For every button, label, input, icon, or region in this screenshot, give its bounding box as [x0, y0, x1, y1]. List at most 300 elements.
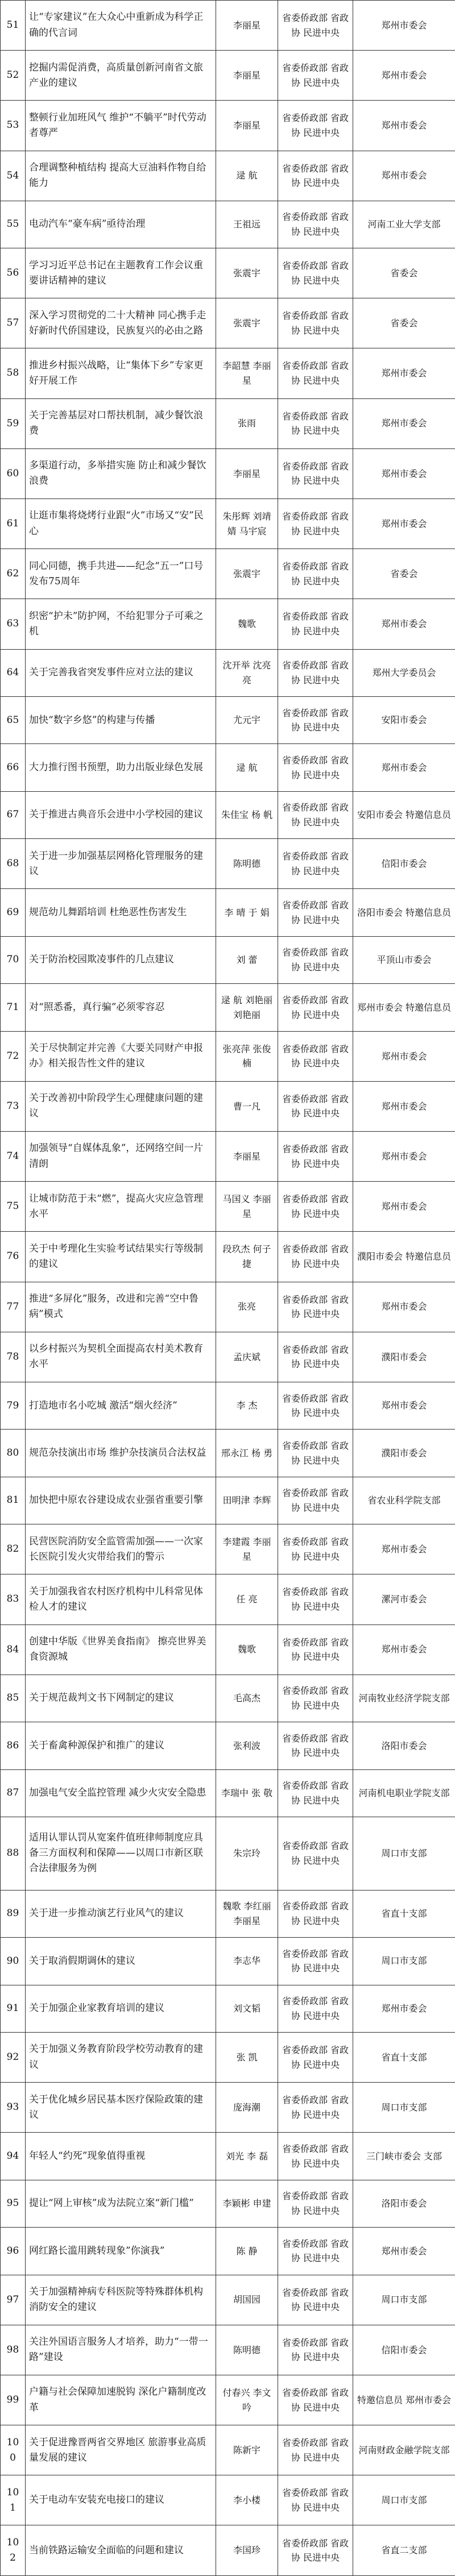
organizer: 郑州市委会: [353, 498, 455, 549]
proposer: 王祖远: [216, 201, 278, 248]
co-organizers: 省委侨政部 省政协 民进中央: [278, 1938, 353, 1985]
organizer: 省直十支部: [353, 2032, 455, 2082]
row-number: 98: [1, 2325, 26, 2375]
proposer: 李建霞 李丽星: [216, 1524, 278, 1574]
row-number: 59: [1, 398, 26, 448]
proposer: 张雨: [216, 398, 278, 448]
table-row: [1, 201, 455, 248]
row-number: 101: [1, 2475, 26, 2525]
row-number: 99: [1, 2375, 26, 2425]
table-row: [1, 2525, 455, 2576]
co-organizers: 省委侨政部 省政协 民进中央: [278, 2083, 353, 2133]
co-organizers: 省委侨政部 省政协 民进中央: [278, 1232, 353, 1282]
organizer: 濮阳市委会 特邀信息员: [353, 1232, 455, 1282]
proposer: 魏歌 李红丽 李丽星: [216, 1890, 278, 1937]
organizer: 周口市支部: [353, 2083, 455, 2133]
proposal-title: 年轻人“约死”现象值得重视: [26, 2133, 216, 2180]
row-number: 57: [1, 298, 26, 348]
proposer: 付春兴 李文吟: [216, 2375, 278, 2425]
organizer: 郑州市委会: [353, 1, 455, 51]
proposer: 毛高杰: [216, 1675, 278, 1722]
row-number: 100: [1, 2425, 26, 2475]
row-number: 61: [1, 498, 26, 549]
proposer: 李韶慧 李丽星: [216, 348, 278, 398]
co-organizers: 省委侨政部 省政协 民进中央: [278, 839, 353, 889]
row-number: 86: [1, 1722, 26, 1769]
co-organizers: 省委侨政部 省政协 民进中央: [278, 498, 353, 549]
table-row: [1, 984, 455, 1031]
proposal-title: 规范杂技演出市场 维护杂技演员合法权益: [26, 1430, 216, 1477]
organizer: 省委会: [353, 248, 455, 298]
proposal-title: 让逛市集将烧烤行业跟“火”市场又“安”民心: [26, 498, 216, 549]
proposal-title: 户籍与社会保障加速脱钩 深化户籍制度改革: [26, 2375, 216, 2425]
proposal-title: 加快“数字乡悠”的构建与传播: [26, 696, 216, 743]
proposal-title: 让“专家建议”在大众心中重新成为科学正确的代言词: [26, 1, 216, 51]
proposal-title: 关于取消假期调休的建议: [26, 1938, 216, 1985]
table-row: [1, 696, 455, 743]
proposal-title: 加强电气安全监控管理 减少火灾安全隐患: [26, 1769, 216, 1817]
organizer: 郑州市委会: [353, 1624, 455, 1675]
co-organizers: 省委侨政部 省政协 民进中央: [278, 1382, 353, 1429]
row-number: 80: [1, 1430, 26, 1477]
proposer: 任 亮: [216, 1574, 278, 1624]
proposer: 李 晴 于 娟: [216, 889, 278, 936]
row-number: 95: [1, 2180, 26, 2227]
organizer: 郑州市委会: [353, 1524, 455, 1574]
organizer: 郑州市委会: [353, 348, 455, 398]
proposer: 李小楼: [216, 2475, 278, 2525]
row-number: 84: [1, 1624, 26, 1675]
co-organizers: 省委侨政部 省政协 民进中央: [278, 1, 353, 51]
proposer: 张利波: [216, 1722, 278, 1769]
proposer: 张亮萍 张俊楠: [216, 1031, 278, 1081]
co-organizers: 省委侨政部 省政协 民进中央: [278, 248, 353, 298]
organizer: 省直二支部: [353, 2525, 455, 2576]
proposal-title: 加快把中原农谷建设成农业强省重要引擎: [26, 1477, 216, 1524]
proposer: 陈明德: [216, 839, 278, 889]
proposal-title: 关于推进古典音乐会进中小学校园的建议: [26, 791, 216, 838]
proposer: 尤元宇: [216, 696, 278, 743]
co-organizers: 省委侨政部 省政协 民进中央: [278, 51, 353, 101]
proposer: 张亮: [216, 1282, 278, 1332]
table-row: [1, 1132, 455, 1182]
proposal-title: 加强领导“自媒体乱象”，还网络空间一片清朗: [26, 1132, 216, 1182]
table-row: [1, 2083, 455, 2133]
proposal-title: 关于加强精神病专科医院等特殊群体机构消防安全的建议: [26, 2275, 216, 2325]
proposal-title: 当前铁路运输安全面临的问题和建议: [26, 2525, 216, 2576]
proposal-title: 挖掘内需促消费，高质量创新河南省文旅产业的建议: [26, 51, 216, 101]
co-organizers: 省委侨政部 省政协 民进中央: [278, 599, 353, 649]
row-number: 91: [1, 1985, 26, 2032]
organizer: 信阳市委会: [353, 2325, 455, 2375]
proposer: 李丽星: [216, 1, 278, 51]
proposer: 逯 航: [216, 744, 278, 791]
co-organizers: 省委侨政部 省政协 民进中央: [278, 1675, 353, 1722]
co-organizers: 省委侨政部 省政协 民进中央: [278, 936, 353, 983]
table-row: [1, 1524, 455, 1574]
proposal-title: 适用认罪认罚从宽案件值班律师制度应具备三方面权利和保障——以周口市新区联合法律服务为例: [26, 1817, 216, 1891]
row-number: 67: [1, 791, 26, 838]
organizer: 平顶山市委会: [353, 936, 455, 983]
proposal-title: 网红路长滥用跳转现象”你演我”: [26, 2228, 216, 2275]
organizer: 郑州市委会: [353, 151, 455, 201]
organizer: 特邀信息员 郑州市委会: [353, 2375, 455, 2425]
co-organizers: 省委侨政部 省政协 民进中央: [278, 791, 353, 838]
proposal-title: 关于促进豫晋两省交界地区 旅游事业高质量发展的建议: [26, 2425, 216, 2475]
row-number: 94: [1, 2133, 26, 2180]
proposal-title: 多渠道行动，多举措实施 防止和减少餐饮浪费: [26, 448, 216, 498]
table-row: [1, 549, 455, 599]
row-number: 88: [1, 1817, 26, 1891]
row-number: 74: [1, 1132, 26, 1182]
co-organizers: 省委侨政部 省政协 民进中央: [278, 1182, 353, 1232]
organizer: 郑州市委会: [353, 101, 455, 151]
table-row: [1, 936, 455, 983]
co-organizers: 省委侨政部 省政协 民进中央: [278, 1477, 353, 1524]
proposer: 魏歌: [216, 599, 278, 649]
table-row: [1, 2032, 455, 2082]
row-number: 90: [1, 1938, 26, 1985]
organizer: 周口市支部: [353, 2475, 455, 2525]
row-number: 77: [1, 1282, 26, 1332]
row-number: 78: [1, 1332, 26, 1382]
row-number: 81: [1, 1477, 26, 1524]
table-row: [1, 1938, 455, 1985]
proposal-title: 民营医院消防安全监管需加强——一次家长医院引发火灾带给我们的警示: [26, 1524, 216, 1574]
co-organizers: 省委侨政部 省政协 民进中央: [278, 1282, 353, 1332]
organizer: 郑州市委会: [353, 1132, 455, 1182]
table-row: [1, 151, 455, 201]
proposer: 朱彤辉 刘靖婧 马宇宸: [216, 498, 278, 549]
table-row: [1, 791, 455, 838]
table-row: [1, 2375, 455, 2425]
proposal-title: 关于加强企业家教育培训的建议: [26, 1985, 216, 2032]
row-number: 75: [1, 1182, 26, 1232]
table-row: [1, 1, 455, 51]
co-organizers: 省委侨政部 省政协 民进中央: [278, 1132, 353, 1182]
organizer: 省直十支部: [353, 1890, 455, 1937]
co-organizers: 省委侨政部 省政协 民进中央: [278, 1722, 353, 1769]
proposer: 逯 航: [216, 151, 278, 201]
row-number: 83: [1, 1574, 26, 1624]
co-organizers: 省委侨政部 省政协 民进中央: [278, 696, 353, 743]
co-organizers: 省委侨政部 省政协 民进中央: [278, 101, 353, 151]
proposer: 朱佳宝 杨 帆: [216, 791, 278, 838]
co-organizers: 省委侨政部 省政协 民进中央: [278, 2525, 353, 2576]
organizer: 省农业科学院支部: [353, 1477, 455, 1524]
organizer: 郑州市委会: [353, 1282, 455, 1332]
table-row: [1, 2275, 455, 2325]
row-number: 71: [1, 984, 26, 1031]
table-row: [1, 1332, 455, 1382]
proposer: 李丽星: [216, 101, 278, 151]
organizer: 郑州市委会: [353, 744, 455, 791]
proposer: 逯 航 刘艳丽 刘艳丽: [216, 984, 278, 1031]
row-number: 73: [1, 1081, 26, 1131]
table-row: [1, 348, 455, 398]
row-number: 56: [1, 248, 26, 298]
proposer: 陈 静: [216, 2228, 278, 2275]
co-organizers: 省委侨政部 省政协 民进中央: [278, 1430, 353, 1477]
proposal-title: 合理调整种植结构 提高大豆油料作物自给能力: [26, 151, 216, 201]
co-organizers: 省委侨政部 省政协 民进中央: [278, 1769, 353, 1817]
proposal-title: 推进乡村振兴战略，让“集体下乡”专家更好开展工作: [26, 348, 216, 398]
proposal-title: 关于规范裁判文书下网制定的建议: [26, 1675, 216, 1722]
table-row: [1, 744, 455, 791]
row-number: 54: [1, 151, 26, 201]
table-row: [1, 1382, 455, 1429]
table-row: [1, 1624, 455, 1675]
proposer: 庞海潮: [216, 2083, 278, 2133]
organizer: 洛阳市委会: [353, 1722, 455, 1769]
co-organizers: 省委侨政部 省政协 民进中央: [278, 2180, 353, 2227]
co-organizers: 省委侨政部 省政协 民进中央: [278, 649, 353, 696]
table-row: [1, 1675, 455, 1722]
proposer: 张震宇: [216, 298, 278, 348]
proposer: 朱宗玲: [216, 1817, 278, 1891]
proposal-title: 关于畜禽种源保护和推广的建议: [26, 1722, 216, 1769]
co-organizers: 省委侨政部 省政协 民进中央: [278, 2275, 353, 2325]
table-row: [1, 889, 455, 936]
row-number: 64: [1, 649, 26, 696]
organizer: 周口市支部: [353, 1817, 455, 1891]
co-organizers: 省委侨政部 省政协 民进中央: [278, 2228, 353, 2275]
co-organizers: 省委侨政部 省政协 民进中央: [278, 549, 353, 599]
table-row: [1, 1182, 455, 1232]
co-organizers: 省委侨政部 省政协 民进中央: [278, 151, 353, 201]
organizer: 郑州市委会: [353, 1031, 455, 1081]
row-number: 82: [1, 1524, 26, 1574]
row-number: 85: [1, 1675, 26, 1722]
proposal-title: 关于进一步加强基层网格化管理服务的建议: [26, 839, 216, 889]
proposer: 刘 蕾: [216, 936, 278, 983]
row-number: 87: [1, 1769, 26, 1817]
proposal-title: 大力推行图书预塑，助力出版业绿色发展: [26, 744, 216, 791]
proposer: 李丽星: [216, 1132, 278, 1182]
proposal-title: 学习习近平总书记在主题教育工作会议重要讲话精神的建议: [26, 248, 216, 298]
organizer: 周口市支部: [353, 1938, 455, 1985]
co-organizers: 省委侨政部 省政协 民进中央: [278, 448, 353, 498]
proposal-title: 关于加强我省农村医疗机构中儿科常见体检人才的建议: [26, 1574, 216, 1624]
organizer: 郑州市委会: [353, 51, 455, 101]
organizer: 郑州大学委员会: [353, 649, 455, 696]
row-number: 63: [1, 599, 26, 649]
proposal-title: 关于电动车安装充电接口的建议: [26, 2475, 216, 2525]
table-row: [1, 248, 455, 298]
proposal-title: 以乡村振兴为契机全面提高农村美术教育水平: [26, 1332, 216, 1382]
proposer: 李国珍: [216, 2525, 278, 2576]
co-organizers: 省委侨政部 省政协 民进中央: [278, 1081, 353, 1131]
proposal-title: 深入学习贯彻党的二十大精神 同心携手走好新时代侨国建设，民族复兴的必由之路: [26, 298, 216, 348]
co-organizers: 省委侨政部 省政协 民进中央: [278, 298, 353, 348]
co-organizers: 省委侨政部 省政协 民进中央: [278, 2425, 353, 2475]
table-row: [1, 298, 455, 348]
proposer: 李志华: [216, 1938, 278, 1985]
row-number: 62: [1, 549, 26, 599]
proposer: 马国义 李丽星: [216, 1182, 278, 1232]
row-number: 76: [1, 1232, 26, 1282]
proposal-title: 关于进一步推动演艺行业风气的建议: [26, 1890, 216, 1937]
co-organizers: 省委侨政部 省政协 民进中央: [278, 1332, 353, 1382]
co-organizers: 省委侨政部 省政协 民进中央: [278, 1624, 353, 1675]
row-number: 53: [1, 101, 26, 151]
proposal-title: 同心同德，携手共进——纪念“五一”口号发布75周年: [26, 549, 216, 599]
proposer: 田明津 李辉: [216, 1477, 278, 1524]
proposer: 李丽星: [216, 448, 278, 498]
organizer: 漯河市委会: [353, 1574, 455, 1624]
co-organizers: 省委侨政部 省政协 民进中央: [278, 984, 353, 1031]
proposer: 陈新宇: [216, 2425, 278, 2475]
organizer: 郑州市委会: [353, 1382, 455, 1429]
co-organizers: 省委侨政部 省政协 民进中央: [278, 2375, 353, 2425]
table-row: [1, 2133, 455, 2180]
co-organizers: 省委侨政部 省政协 民进中央: [278, 2325, 353, 2375]
table-row: [1, 2425, 455, 2475]
co-organizers: 省委侨政部 省政协 民进中央: [278, 398, 353, 448]
proposer: 李 杰: [216, 1382, 278, 1429]
proposer: 刘文韬: [216, 1985, 278, 2032]
co-organizers: 省委侨政部 省政协 民进中央: [278, 1524, 353, 1574]
organizer: 河南机电职业学院支部: [353, 1769, 455, 1817]
co-organizers: 省委侨政部 省政协 民进中央: [278, 889, 353, 936]
proposal-title: 关于完善我省突发事件应对立法的建议: [26, 649, 216, 696]
organizer: 三门峡市委会 支部: [353, 2133, 455, 2180]
table-row: [1, 398, 455, 448]
table-row: [1, 599, 455, 649]
co-organizers: 省委侨政部 省政协 民进中央: [278, 2133, 353, 2180]
organizer: 郑州市委会 特邀信息员: [353, 984, 455, 1031]
proposal-title: 规范幼儿舞蹈培训 杜绝恶性伤害发生: [26, 889, 216, 936]
table-row: [1, 1985, 455, 2032]
proposal-title: 关于中考理化生实验考试结果实行等级制的建议: [26, 1232, 216, 1282]
table-row: [1, 1477, 455, 1524]
row-number: 70: [1, 936, 26, 983]
row-number: 60: [1, 448, 26, 498]
organizer: 信阳市委会: [353, 839, 455, 889]
proposer: 胡国园: [216, 2275, 278, 2325]
proposal-title: 关于改善初中阶段学生心理健康问题的建议: [26, 1081, 216, 1131]
row-number: 89: [1, 1890, 26, 1937]
proposer: 魏歌: [216, 1624, 278, 1675]
table-row: [1, 2228, 455, 2275]
proposal-title: 推进“多屏化”服务，改进和完善“空中鲁病”模式: [26, 1282, 216, 1332]
row-number: 102: [1, 2525, 26, 2576]
table-row: [1, 448, 455, 498]
co-organizers: 省委侨政部 省政协 民进中央: [278, 2032, 353, 2082]
co-organizers: 省委侨政部 省政协 民进中央: [278, 1574, 353, 1624]
organizer: 洛阳市委会: [353, 2180, 455, 2227]
organizer: 河南牧业经济学院支部: [353, 1675, 455, 1722]
row-number: 96: [1, 2228, 26, 2275]
row-number: 52: [1, 51, 26, 101]
proposal-title: 织密“护未”防护网，不给犯罪分子可乘之机: [26, 599, 216, 649]
row-number: 68: [1, 839, 26, 889]
organizer: 濮阳市委会: [353, 1332, 455, 1382]
organizer: 郑州市委会: [353, 1182, 455, 1232]
table-row: [1, 1232, 455, 1282]
row-number: 93: [1, 2083, 26, 2133]
proposer: 孟庆斌: [216, 1332, 278, 1382]
organizer: 省委会: [353, 298, 455, 348]
proposer: 李颖彬 申建: [216, 2180, 278, 2227]
proposal-title: 关于完善基层对口帮扶机制，减少餐饮浪费: [26, 398, 216, 448]
row-number: 97: [1, 2275, 26, 2325]
proposer: 段玖杰 何子捷: [216, 1232, 278, 1282]
proposal-title: 创建中华版《世界美食指南》 擦亮世界美食资源城: [26, 1624, 216, 1675]
table-row: [1, 1574, 455, 1624]
row-number: 92: [1, 2032, 26, 2082]
proposal-title: 整顿行业加班风气 维护“不躺平”时代劳动者尊严: [26, 101, 216, 151]
table-row: [1, 101, 455, 151]
proposal-title: 提让“网上审核”成为法院立案“新门槛”: [26, 2180, 216, 2227]
proposer: 张震宇: [216, 248, 278, 298]
table-row: [1, 1722, 455, 1769]
proposer: 李瑞中 张 敬: [216, 1769, 278, 1817]
proposal-title: 关于优化城乡居民基本医疗保险政策的建议: [26, 2083, 216, 2133]
organizer: 郑州市委会: [353, 1081, 455, 1131]
organizer: 周口市支部: [353, 2275, 455, 2325]
row-number: 51: [1, 1, 26, 51]
table-row: [1, 498, 455, 549]
co-organizers: 省委侨政部 省政协 民进中央: [278, 1031, 353, 1081]
organizer: 河南财政金融学院支部: [353, 2425, 455, 2475]
proposal-title: 关注外国语言服务人才培养，助力“一带一路”建设: [26, 2325, 216, 2375]
proposal-title: 让城市防范于未“燃”，提高火灾应急管理水平: [26, 1182, 216, 1232]
table-row: [1, 1282, 455, 1332]
row-number: 65: [1, 696, 26, 743]
co-organizers: 省委侨政部 省政协 民进中央: [278, 2475, 353, 2525]
row-number: 55: [1, 201, 26, 248]
proposer: 刘光 李 磊: [216, 2133, 278, 2180]
table-row: [1, 1890, 455, 1937]
proposer: 邢永江 杨 勇: [216, 1430, 278, 1477]
organizer: 郑州市委会: [353, 599, 455, 649]
proposer: 张 凯: [216, 2032, 278, 2082]
proposal-title: 关于加强义务教育阶段学校劳动教育的建议: [26, 2032, 216, 2082]
co-organizers: 省委侨政部 省政协 民进中央: [278, 348, 353, 398]
table-row: [1, 51, 455, 101]
row-number: 58: [1, 348, 26, 398]
co-organizers: 省委侨政部 省政协 民进中央: [278, 744, 353, 791]
organizer: 洛阳市委会 特邀信息员: [353, 889, 455, 936]
organizer: 郑州市委会: [353, 1985, 455, 2032]
table-row: [1, 1081, 455, 1131]
row-number: 72: [1, 1031, 26, 1081]
table-row: [1, 649, 455, 696]
organizer: 河南工业大学支部: [353, 201, 455, 248]
co-organizers: 省委侨政部 省政协 民进中央: [278, 1985, 353, 2032]
organizer: 郑州市委会: [353, 448, 455, 498]
organizer: 安阳市委会: [353, 696, 455, 743]
row-number: 79: [1, 1382, 26, 1429]
table-row: [1, 2325, 455, 2375]
proposer: 沈开举 沈亮亮: [216, 649, 278, 696]
organizer: 濮阳市委会: [353, 1430, 455, 1477]
organizer: 安阳市委会 特邀信息员: [353, 791, 455, 838]
organizer: 郑州市委会: [353, 398, 455, 448]
proposer: 张震宇: [216, 549, 278, 599]
proposer: 曹一凡: [216, 1081, 278, 1131]
table-row: [1, 1817, 455, 1891]
proposal-table-body: [1, 1, 455, 2576]
row-number: 69: [1, 889, 26, 936]
proposal-title: 关于防治校园欺凌事件的几点建议: [26, 936, 216, 983]
table-row: [1, 839, 455, 889]
proposal-title: 电动汽车“豪车病”亟待治理: [26, 201, 216, 248]
table-row: [1, 1031, 455, 1081]
proposer: 李丽星: [216, 51, 278, 101]
co-organizers: 省委侨政部 省政协 民进中央: [278, 201, 353, 248]
